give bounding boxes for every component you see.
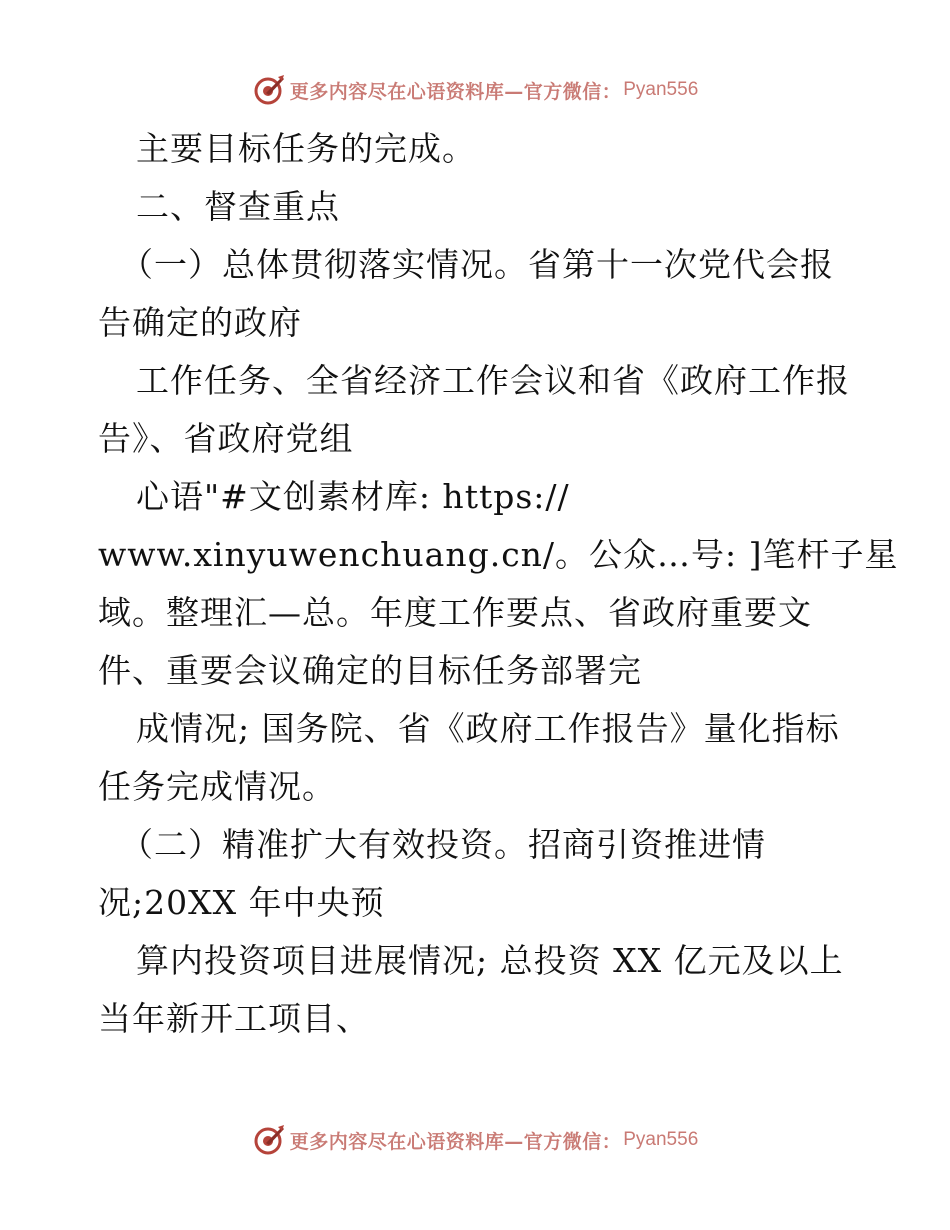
text-line: （二）精准扩大有效投资。招商引资推进情 bbox=[120, 825, 766, 864]
text-line: 任务完成情况。 bbox=[98, 767, 336, 806]
quill-logo-icon bbox=[252, 1123, 286, 1157]
text-line: 算内投资项目进展情况; 总投资 XX 亿元及以上 bbox=[136, 941, 844, 980]
banner-text: 更多内容尽在心语资料库—官方微信： bbox=[289, 1130, 622, 1153]
document-body bbox=[98, 120, 899, 1048]
text-line: 告确定的政府 bbox=[98, 303, 302, 342]
header-watermark-banner bbox=[0, 70, 950, 110]
quill-logo-icon bbox=[252, 73, 286, 107]
text-line: 告》、省政府党组 bbox=[98, 419, 354, 458]
banner-wechat-id: Pyan556 bbox=[623, 79, 699, 100]
text-line: 件、重要会议确定的目标任务部署完 bbox=[98, 651, 642, 690]
section-heading: 二、督查重点 bbox=[136, 187, 340, 226]
text-line: www.xinyuwenchuang.cn/。公众…号: ]笔杆子星 bbox=[98, 535, 899, 574]
text-line: 况;20XX 年中央预 bbox=[98, 883, 385, 922]
text-line: 成情况; 国务院、省《政府工作报告》量化指标 bbox=[136, 709, 840, 748]
text-line: 主要目标任务的完成。 bbox=[136, 129, 476, 168]
text-line: （一）总体贯彻落实情况。省第十一次党代会报 bbox=[120, 245, 834, 284]
footer-watermark-banner bbox=[0, 1120, 950, 1160]
text-line: 当年新开工项目、 bbox=[98, 999, 370, 1038]
text-line: 工作任务、全省经济工作会议和省《政府工作报 bbox=[136, 361, 850, 400]
banner-text: 更多内容尽在心语资料库—官方微信： bbox=[289, 80, 622, 103]
banner-wechat-id: Pyan556 bbox=[623, 1129, 699, 1150]
text-line: 心语"#文创素材库: https:// bbox=[136, 477, 570, 516]
text-line: 域。整理汇—总。年度工作要点、省政府重要文 bbox=[98, 593, 812, 632]
